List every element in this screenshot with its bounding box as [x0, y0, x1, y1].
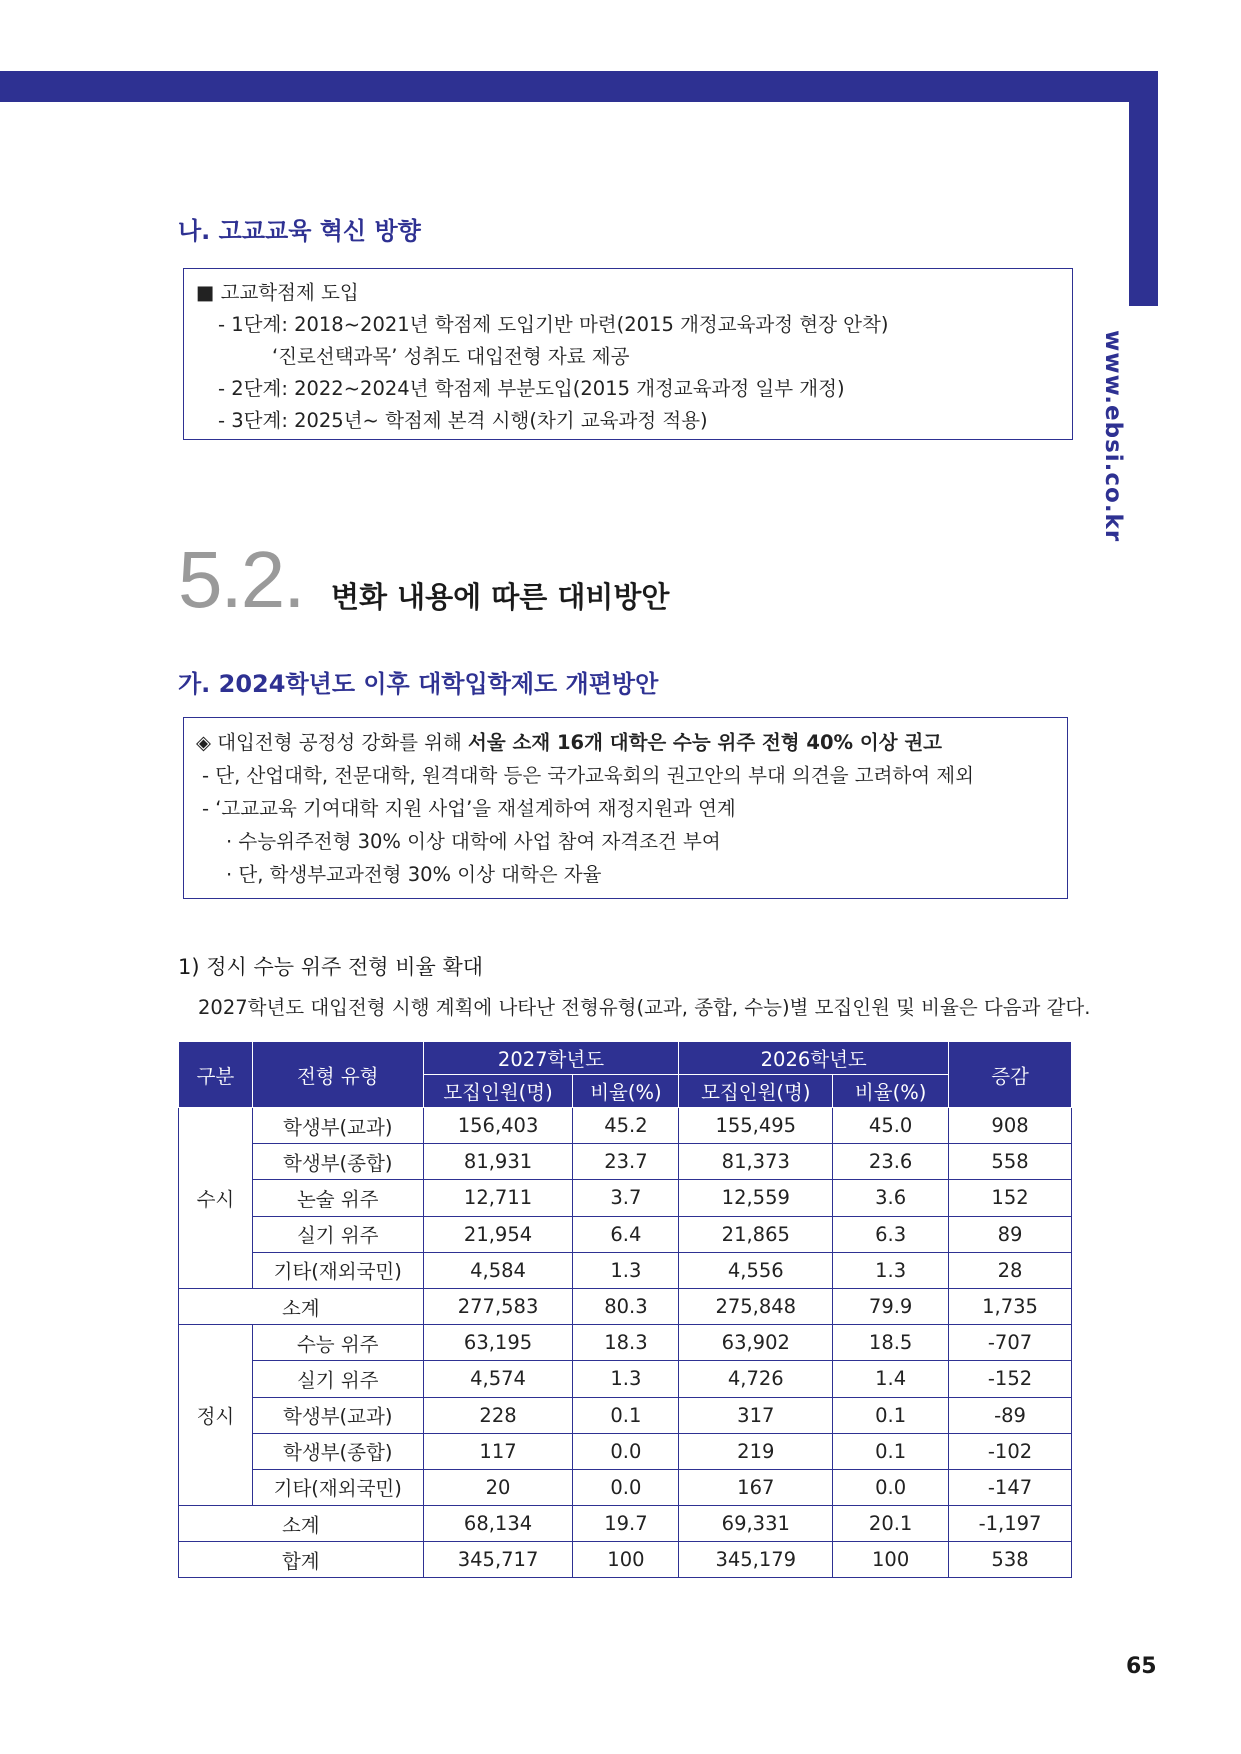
- table-cell: 실기 위주: [252, 1216, 423, 1252]
- box-line: ‘진로선택과목’ 성취도 대입전형 자료 제공: [272, 345, 630, 368]
- table-cell: 6.3: [833, 1216, 949, 1252]
- table-cell: 63,902: [679, 1325, 833, 1361]
- table-cell: 23.6: [833, 1144, 949, 1180]
- header-year-2027: 2027학년도: [423, 1042, 679, 1075]
- box-line: - 단, 산업대학, 전문대학, 원격대학 등은 국가교육회의 권고안의 부대 의견을 고려하여 제외: [202, 764, 974, 787]
- box-line-emphasis: [196, 726, 1055, 759]
- table-row-subtotal: [179, 1288, 1072, 1324]
- table-cell: 학생부(종합): [252, 1144, 423, 1180]
- table-cell: 117: [423, 1433, 573, 1469]
- table-cell: 수능 위주: [252, 1325, 423, 1361]
- table-row: [179, 1397, 1072, 1433]
- section-ga-box: [183, 717, 1068, 899]
- box-text: ◈ 대입전형 공정성 강화를 위해: [196, 731, 469, 754]
- header-change: 증감: [949, 1042, 1072, 1108]
- table-cell: 기타(재외국민): [252, 1252, 423, 1288]
- table-cell: 63,195: [423, 1325, 573, 1361]
- table-cell: 19.7: [573, 1506, 679, 1542]
- table-cell: 81,373: [679, 1144, 833, 1180]
- table-cell: 100: [833, 1542, 949, 1578]
- box-line: - 1단계: 2018~2021년 학점제 도입기반 마련(2015 개정교육과정 현장 안착): [218, 313, 889, 336]
- table-cell: 4,574: [423, 1361, 573, 1397]
- table-cell: 학생부(종합): [252, 1433, 423, 1469]
- section-na-box: [183, 268, 1073, 440]
- section-na-title: 나. 고교교육 혁신 방향: [178, 217, 421, 245]
- table-cell: 81,931: [423, 1144, 573, 1180]
- table-cell: 4,584: [423, 1252, 573, 1288]
- subsection-intro: 2027학년도 대입전형 시행 계획에 나타난 전형유형(교과, 종합, 수능)별 모집인원 및 비율은 다음과 같다.: [198, 996, 1091, 1019]
- table-cell: 908: [949, 1108, 1072, 1144]
- table-cell: 23.7: [573, 1144, 679, 1180]
- table-row: [179, 1469, 1072, 1505]
- box-bold-text: 서울 소재 16개 대학은 수능 위주 전형 40% 이상 권고: [468, 731, 943, 754]
- table-cell: 소계: [179, 1506, 424, 1542]
- table-cell: 79.9: [833, 1288, 949, 1324]
- table-cell: 45.2: [573, 1108, 679, 1144]
- table-cell: 학생부(교과): [252, 1108, 423, 1144]
- table-row: [179, 1252, 1072, 1288]
- table-cell: 228: [423, 1397, 573, 1433]
- table-cell: -1,197: [949, 1506, 1072, 1542]
- page-number: 65: [1126, 1654, 1157, 1679]
- chapter-title: 변화 내용에 따른 대비방안: [331, 580, 670, 614]
- table-row: [179, 1433, 1072, 1469]
- table-cell: 277,583: [423, 1288, 573, 1324]
- box-line: ■ 고교학점제 도입: [196, 281, 359, 304]
- table-cell: 100: [573, 1542, 679, 1578]
- box-line: · 단, 학생부교과전형 30% 이상 대학은 자율: [226, 863, 602, 886]
- site-url: www.ebsi.co.kr: [1100, 330, 1126, 543]
- table-row: [179, 1216, 1072, 1252]
- table-cell: 소계: [179, 1288, 424, 1324]
- table-cell: 4,556: [679, 1252, 833, 1288]
- header-ratio: 비율(%): [573, 1075, 679, 1108]
- header-bar: [0, 71, 1158, 102]
- table-cell: 6.4: [573, 1216, 679, 1252]
- table-cell: 20.1: [833, 1506, 949, 1542]
- table-cell: 12,559: [679, 1180, 833, 1216]
- table-row: [179, 1144, 1072, 1180]
- table-cell: 45.0: [833, 1108, 949, 1144]
- table-cell: 12,711: [423, 1180, 573, 1216]
- header-count: 모집인원(명): [423, 1075, 573, 1108]
- table-cell: 152: [949, 1180, 1072, 1216]
- table-cell: 219: [679, 1433, 833, 1469]
- side-tab-bar: [1129, 71, 1158, 306]
- table-cell: 156,403: [423, 1108, 573, 1144]
- table-cell: 실기 위주: [252, 1361, 423, 1397]
- header-type: 전형 유형: [252, 1042, 423, 1108]
- table-cell: -147: [949, 1469, 1072, 1505]
- table-cell: 4,726: [679, 1361, 833, 1397]
- table-cell: 논술 위주: [252, 1180, 423, 1216]
- table-cell: 3.6: [833, 1180, 949, 1216]
- table-cell: 합계: [179, 1542, 424, 1578]
- table-row: [179, 1361, 1072, 1397]
- table-cell: 80.3: [573, 1288, 679, 1324]
- subsection-title: 1) 정시 수능 위주 전형 비율 확대: [178, 955, 484, 979]
- table-cell: 69,331: [679, 1506, 833, 1542]
- table-cell: 28: [949, 1252, 1072, 1288]
- box-line: - 3단계: 2025년~ 학점제 본격 시행(차기 교육과정 적용): [218, 409, 708, 432]
- table-cell: 3.7: [573, 1180, 679, 1216]
- table-cell: -89: [949, 1397, 1072, 1433]
- header-year-2026: 2026학년도: [679, 1042, 949, 1075]
- table-cell: 1,735: [949, 1288, 1072, 1324]
- table-row: [179, 1325, 1072, 1361]
- table-cell: 기타(재외국민): [252, 1469, 423, 1505]
- table-cell: 558: [949, 1144, 1072, 1180]
- table-cell: 155,495: [679, 1108, 833, 1144]
- admission-table: [178, 1041, 1072, 1578]
- table-cell: 317: [679, 1397, 833, 1433]
- table-cell: 학생부(교과): [252, 1397, 423, 1433]
- box-line: · 수능위주전형 30% 이상 대학에 사업 참여 자격조건 부여: [226, 830, 721, 853]
- table-cell: 345,717: [423, 1542, 573, 1578]
- table-cell: 538: [949, 1542, 1072, 1578]
- table-cell: -707: [949, 1325, 1072, 1361]
- group-label-susi: 수시: [179, 1108, 253, 1289]
- table-cell: 1.4: [833, 1361, 949, 1397]
- table-cell: 89: [949, 1216, 1072, 1252]
- table-cell: 0.1: [833, 1433, 949, 1469]
- table-cell: 18.3: [573, 1325, 679, 1361]
- table-cell: 1.3: [833, 1252, 949, 1288]
- table-row-total: [179, 1542, 1072, 1578]
- table-cell: 0.1: [833, 1397, 949, 1433]
- header-category: 구분: [179, 1042, 253, 1108]
- group-label-jeongsi: 정시: [179, 1325, 253, 1506]
- table-cell: 1.3: [573, 1252, 679, 1288]
- table-cell: 0.0: [573, 1433, 679, 1469]
- box-line: - ‘고교교육 기여대학 지원 사업’을 재설계하여 재정지원과 연계: [202, 797, 736, 820]
- box-line: - 2단계: 2022~2024년 학점제 부분도입(2015 개정교육과정 일부 개정): [218, 377, 845, 400]
- table-cell: 1.3: [573, 1361, 679, 1397]
- section-ga-title: 가. 2024학년도 이후 대학입학제도 개편방안: [178, 670, 659, 698]
- table-cell: 345,179: [679, 1542, 833, 1578]
- chapter-number: 5.2.: [178, 535, 304, 624]
- table-cell: 68,134: [423, 1506, 573, 1542]
- table-cell: 0.0: [573, 1469, 679, 1505]
- table-cell: 18.5: [833, 1325, 949, 1361]
- table-cell: -152: [949, 1361, 1072, 1397]
- table-cell: -102: [949, 1433, 1072, 1469]
- table-cell: 21,865: [679, 1216, 833, 1252]
- table-row: [179, 1108, 1072, 1144]
- table-cell: 21,954: [423, 1216, 573, 1252]
- table-cell: 275,848: [679, 1288, 833, 1324]
- table-cell: 20: [423, 1469, 573, 1505]
- header-ratio: 비율(%): [833, 1075, 949, 1108]
- table-cell: 0.0: [833, 1469, 949, 1505]
- table-row: [179, 1180, 1072, 1216]
- table-row-subtotal: [179, 1506, 1072, 1542]
- table-cell: 167: [679, 1469, 833, 1505]
- table-cell: 0.1: [573, 1397, 679, 1433]
- header-count: 모집인원(명): [679, 1075, 833, 1108]
